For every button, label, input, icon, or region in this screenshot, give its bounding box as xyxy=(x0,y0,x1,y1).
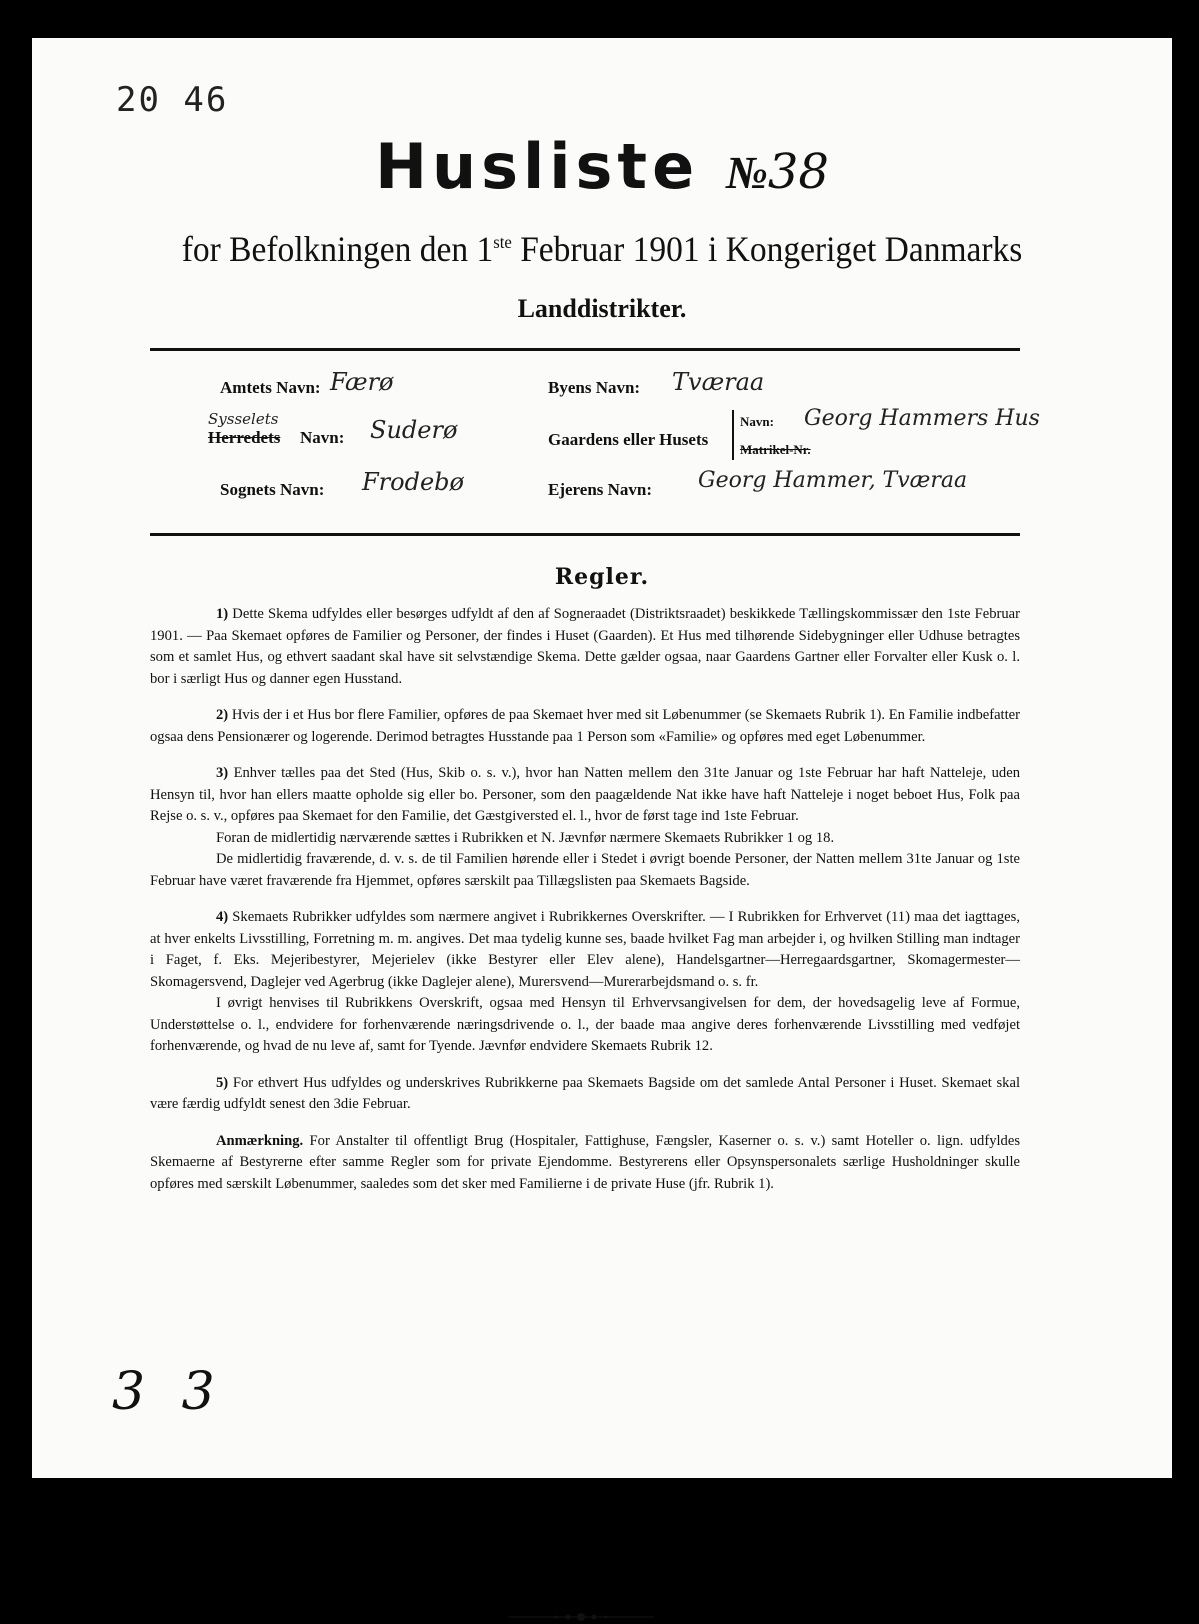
rule-5-text: For ethvert Hus udfyldes og underskrives Rubrikkerne paa Skemaets Bagside om det samlede Antal Personer i Huset. Skemaet skal være færdig udfyldt senest den 3die Februar. xyxy=(150,1074,1020,1112)
amt-label: Amtets Navn: xyxy=(220,378,321,397)
rule-4b: I øvrigt henvises til Rubrikkens Overskrift, ogsaa med Hensyn til Erhvervsangivelsen for dem, der hovedsagelig leve af Formue, Understøttelse o. l., endvidere for forhenværende næringsdrivende o. l., der baade maa angive deres forhenværende Livsstilling med vedføjet forhenværende, og hvad de nu leve af, samt for Tyende. Jævnfør endvidere Skemaets Rubrik 12. xyxy=(150,995,1020,1054)
rule-3 xyxy=(150,763,1020,828)
gaard-brace xyxy=(732,410,734,460)
gaard-navn-value: Georg Hammers Hus xyxy=(804,406,1040,431)
ejer-label: Ejerens Navn: xyxy=(548,480,653,499)
form-subtitle xyxy=(72,228,1132,270)
note-text: For Anstalter til offentligt Brug (Hospitaler, Fattighuse, Fængsler, Kaserner o. s. v.) samt Hoteller o. lign. udfyldes Skemaerne af Bestyrerne efter samme Regler som for private Ejendomme. Bestyrerens eller Opsynspersonalets særlige Husholdninger skulle opføres med særskilt Løbenummer, saaledes som det sker med Familierne i de private Huse (jfr. Rubrik 1). xyxy=(150,1132,1020,1192)
rule-5 xyxy=(150,1073,1020,1116)
rule-4-text: Skemaets Rubrikker udfyldes som nærmere angivet i Rubrikkernes Overskrifter. — I Rubrikken for Erhvervet (11) maa det iagttages, at hver enkelts Livsstilling, Forretning m. m. angives. Det maa tydelig kunne ses, baade hvilket Fag man arbejder i, og hvilken Stilling man indtager i Faget, f. Eks. Mejeribestyrer, Mejerielev (ikke Bestyrer eller Elev alene), Handelsgartner—Herregaardsgartner, Skomagermester—Skomagersvend, Daglejer ved Agerbrug (ikke Daglejer alene), Murersvend—Murerarbejdsmand o. s. fr. xyxy=(150,909,1020,990)
note-label: Anmærkning. xyxy=(216,1132,304,1149)
census-form-sheet xyxy=(32,38,1172,1478)
herred-label-struck: Herredets xyxy=(208,428,281,447)
handwritten-bottom-number: 3 3 xyxy=(112,1362,225,1422)
rule-3b: Foran de midlertidig nærværende sættes i Rubrikken et N. Jævnfør nærmere Skemaets Rubrikker 1 og 18. xyxy=(216,829,835,846)
rule-3c: De midlertidig fraværende, d. v. s. de til Familien hørende eller i Stedet i øvrigt boende Personer, der Natten mellem 31te Januar og 1ste Februar have været fraværende fra Hjemmet, opføres særskilt paa Tillægslisten paa Skemaets Bagside. xyxy=(150,851,1020,889)
by-value: Tværaa xyxy=(672,368,765,396)
rule-4 xyxy=(150,907,1020,993)
archive-stamp-number: 20 46 xyxy=(116,80,229,120)
by-label: Byens Navn: xyxy=(548,378,641,397)
herred-value: Suderø xyxy=(370,416,458,444)
ejer-value: Georg Hammer, Tværaa xyxy=(698,468,968,493)
form-title xyxy=(32,130,1172,203)
rule-4-number: 4) xyxy=(216,909,229,925)
subtitle-sup: ste xyxy=(493,232,512,252)
top-divider xyxy=(150,348,1020,351)
rule-2-text: Hvis der i et Hus bor flere Familier, opføres de paa Skemaet hver med sit Løbenummer (se Skemaets Rubrik 1). En Familie indbefatter ogsaa dens Pensionærer og logerende. Derimod betragtes Husstande paa 1 Person som «Familie» og opføres med eget Løbenummer. xyxy=(150,707,1020,745)
subtitle-post: Februar 1901 i Kongeriget Danmarks xyxy=(511,229,1023,269)
sogn-value: Frodebø xyxy=(362,468,464,496)
rule-3-text: Enhver tælles paa det Sted (Hus, Skib o. s. v.), hvor han Natten mellem den 31te Januar og 1ste Februar har haft Natteleje, uden Hensyn til, hvor han ellers maatte opholde sig eller bo. Personer, som den paagældende Nat ikke have haft Natteleje i noget beboet Hus, Folk paa Rejse o. s. v., opføres paa Skemaet for den Familie, det Gæstgiversted el. l., hvor de først tage ind 1ste Februar. xyxy=(150,765,1020,824)
gaard-navn-label: Navn: xyxy=(740,414,774,429)
herred-label-correction: Sysselets xyxy=(208,410,279,428)
rule-1 xyxy=(150,604,1020,690)
rules-heading: Regler. xyxy=(554,564,650,590)
rule-1-number: 1) xyxy=(216,606,229,622)
bottom-divider xyxy=(150,533,1020,536)
ornament-divider-icon xyxy=(508,1610,654,1624)
gaard-label: Gaardens eller Husets xyxy=(548,430,709,449)
rule-2-number: 2) xyxy=(216,707,229,723)
rule-1-text: Dette Skema udfyldes eller besørges udfyldt af den af Sogneraadet (Distriktsraadet) beskikkede Tællingskommissær den 1ste Februar 1901. — Paa Skemaet opføres de Familier og Personer, der findes i Huset (Gaarden). Et Hus med tilhørende Sidebygninger eller Udhuse betragtes som et samlet Hus, og ethvert saadant skal have sit selvstændige Skema. Dette gælder ogsaa, naar Gaardens Gartner eller Forvalter eller Kusk o. l. bor i særligt Hus og danner egen Husstand. xyxy=(150,606,1020,687)
sogn-label: Sognets Navn: xyxy=(220,480,325,499)
herred-label: Navn: xyxy=(300,428,345,447)
number-prefix: № xyxy=(725,147,768,198)
title-text: Husliste xyxy=(375,130,700,203)
note xyxy=(150,1131,1020,1196)
handwritten-list-number: 38 xyxy=(767,144,829,200)
amt-value: Færø xyxy=(330,368,394,396)
rule-2 xyxy=(150,705,1020,748)
rules-body xyxy=(150,604,1020,1210)
gaard-matrikel-label: Matrikel-Nr. xyxy=(740,442,811,457)
subtitle-pre: for Befolkningen den 1 xyxy=(181,229,494,269)
rule-3-number: 3) xyxy=(216,765,229,781)
rule-5-number: 5) xyxy=(216,1074,229,1091)
district-heading: Landdistrikter. xyxy=(517,294,687,323)
